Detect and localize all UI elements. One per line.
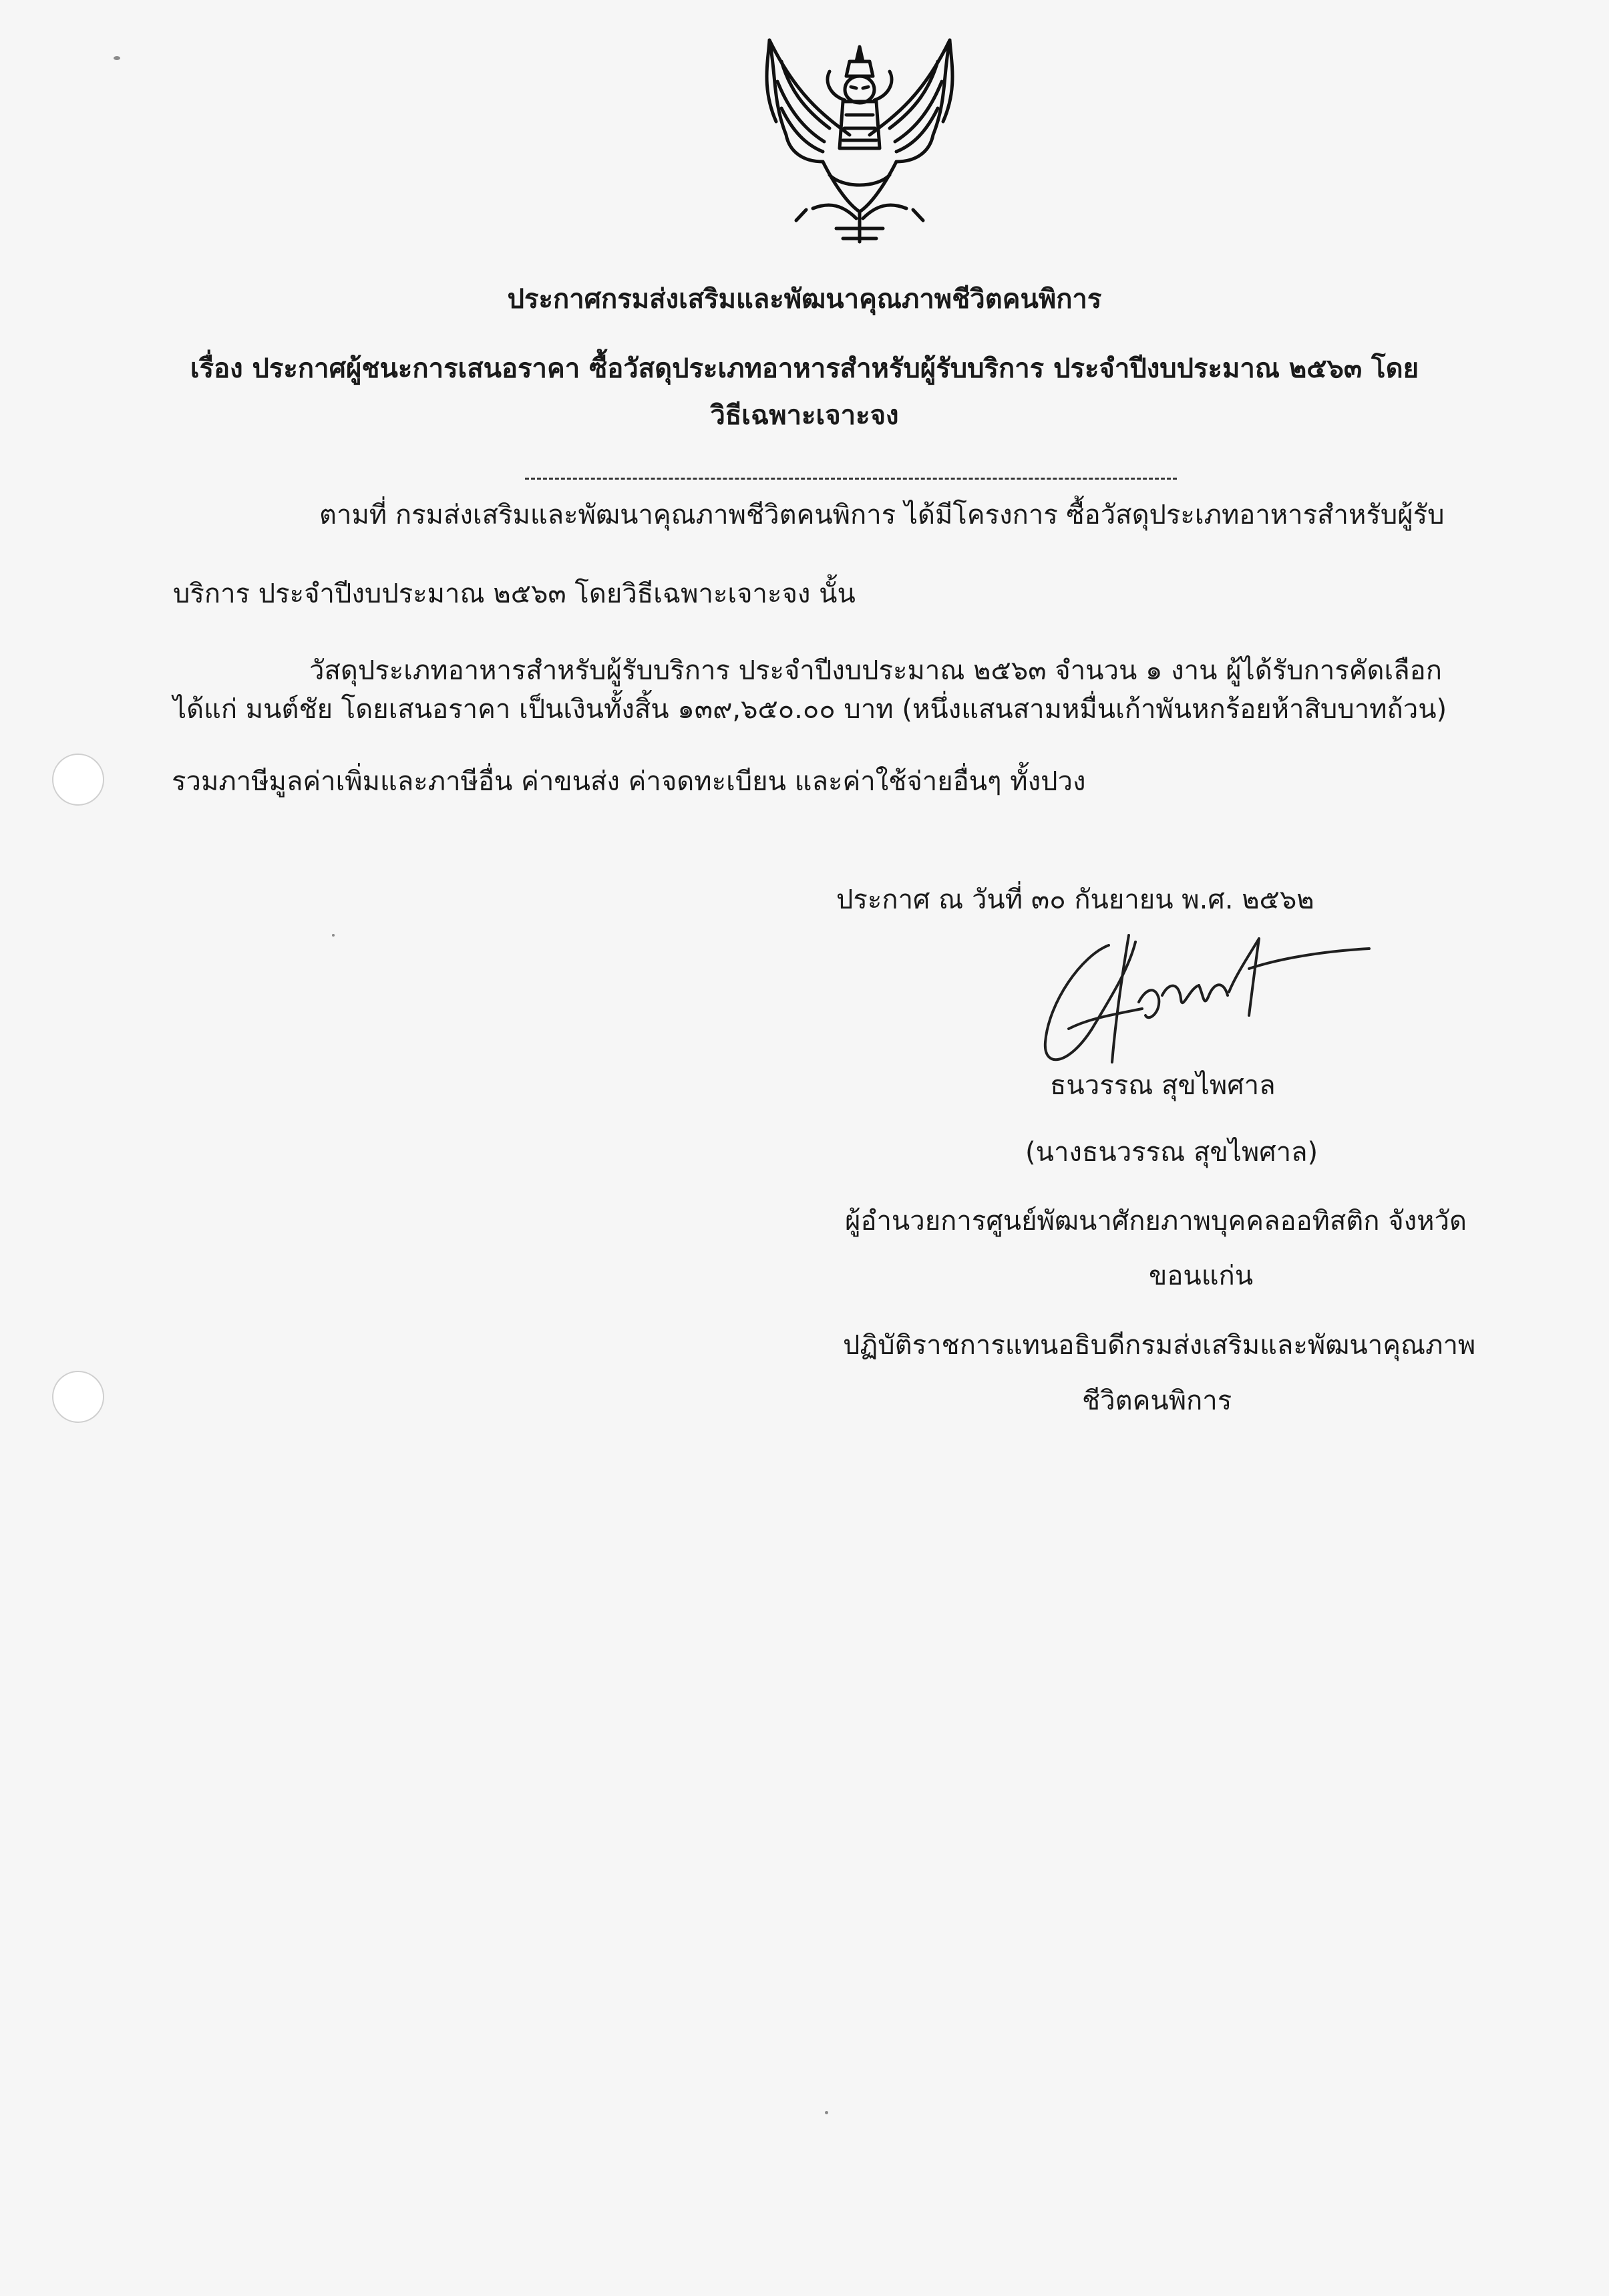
handwritten-signature [1029, 915, 1416, 1076]
body-paragraph-2-line: ได้แก่ มนต์ชัย โดยเสนอราคา เป็นเงินทั้งสิ้น ๑๓๙,๖๕๐.๐๐ บาท (หนึ่งแสนสามหมื่นเก้าพันหกร้อยห้าสิบบาทถ้วน) [173, 694, 1447, 725]
announcement-date: ประกาศ ณ วันที่ ๓๐ กันยายน พ.ศ. ๒๕๖๒ [836, 884, 1314, 915]
scan-speck [332, 934, 335, 937]
scan-speck [114, 56, 120, 60]
body-paragraph-1-line: บริการ ประจำปีงบประมาณ ๒๕๖๓ โดยวิธีเฉพาะเจาะจง นั้น [173, 579, 856, 609]
punch-hole [52, 1371, 104, 1423]
signatory-acting-role: ปฏิบัติราชการแทนอธิบดีกรมส่งเสริมและพัฒนาคุณภาพ [843, 1330, 1476, 1361]
body-paragraph-2-line: รวมภาษีมูลค่าเพิ่มและภาษีอื่น ค่าขนส่ง ค่าจดทะเบียน และค่าใช้จ่ายอื่นๆ ทั้งปวง [172, 766, 1086, 797]
scan-speck [825, 2111, 828, 2114]
signatory-position: ผู้อำนวยการศูนย์พัฒนาศักยภาพบุคคลออทิสติก จังหวัด [845, 1206, 1467, 1237]
garuda-emblem-icon [749, 35, 970, 255]
body-paragraph-1-line: ตามที่ กรมส่งเสริมและพัฒนาคุณภาพชีวิตคนพิการ ได้มีโครงการ ซื้อวัสดุประเภทอาหารสำหรับผู้รับ [319, 500, 1445, 530]
signatory-full-name: (นางธนวรรณ สุขไพศาล) [1025, 1137, 1318, 1168]
signatory-acting-role-continued: ชีวิตคนพิการ [1082, 1385, 1232, 1416]
punch-hole [52, 754, 104, 806]
announcement-subject-continued: วิธีเฉพาะเจาะจง [710, 400, 899, 431]
announcement-subject: เรื่อง ประกาศผู้ชนะการเสนอราคา ซื้อวัสดุประเภทอาหารสำหรับผู้รับบริการ ประจำปีงบประมาณ ๒๕๖๓ โดย [190, 353, 1419, 384]
signatory-signed-name: ธนวรรณ สุขไพศาล [1050, 1070, 1276, 1101]
signatory-position-continued: ขอนแก่น [1149, 1261, 1254, 1291]
dashed-divider [525, 478, 1177, 480]
body-paragraph-2-line: วัสดุประเภทอาหารสำหรับผู้รับบริการ ประจำปีงบประมาณ ๒๕๖๓ จำนวน ๑ งาน ผู้ได้รับการคัดเลือก [309, 655, 1442, 686]
announcement-title: ประกาศกรมส่งเสริมและพัฒนาคุณภาพชีวิตคนพิการ [507, 284, 1102, 315]
